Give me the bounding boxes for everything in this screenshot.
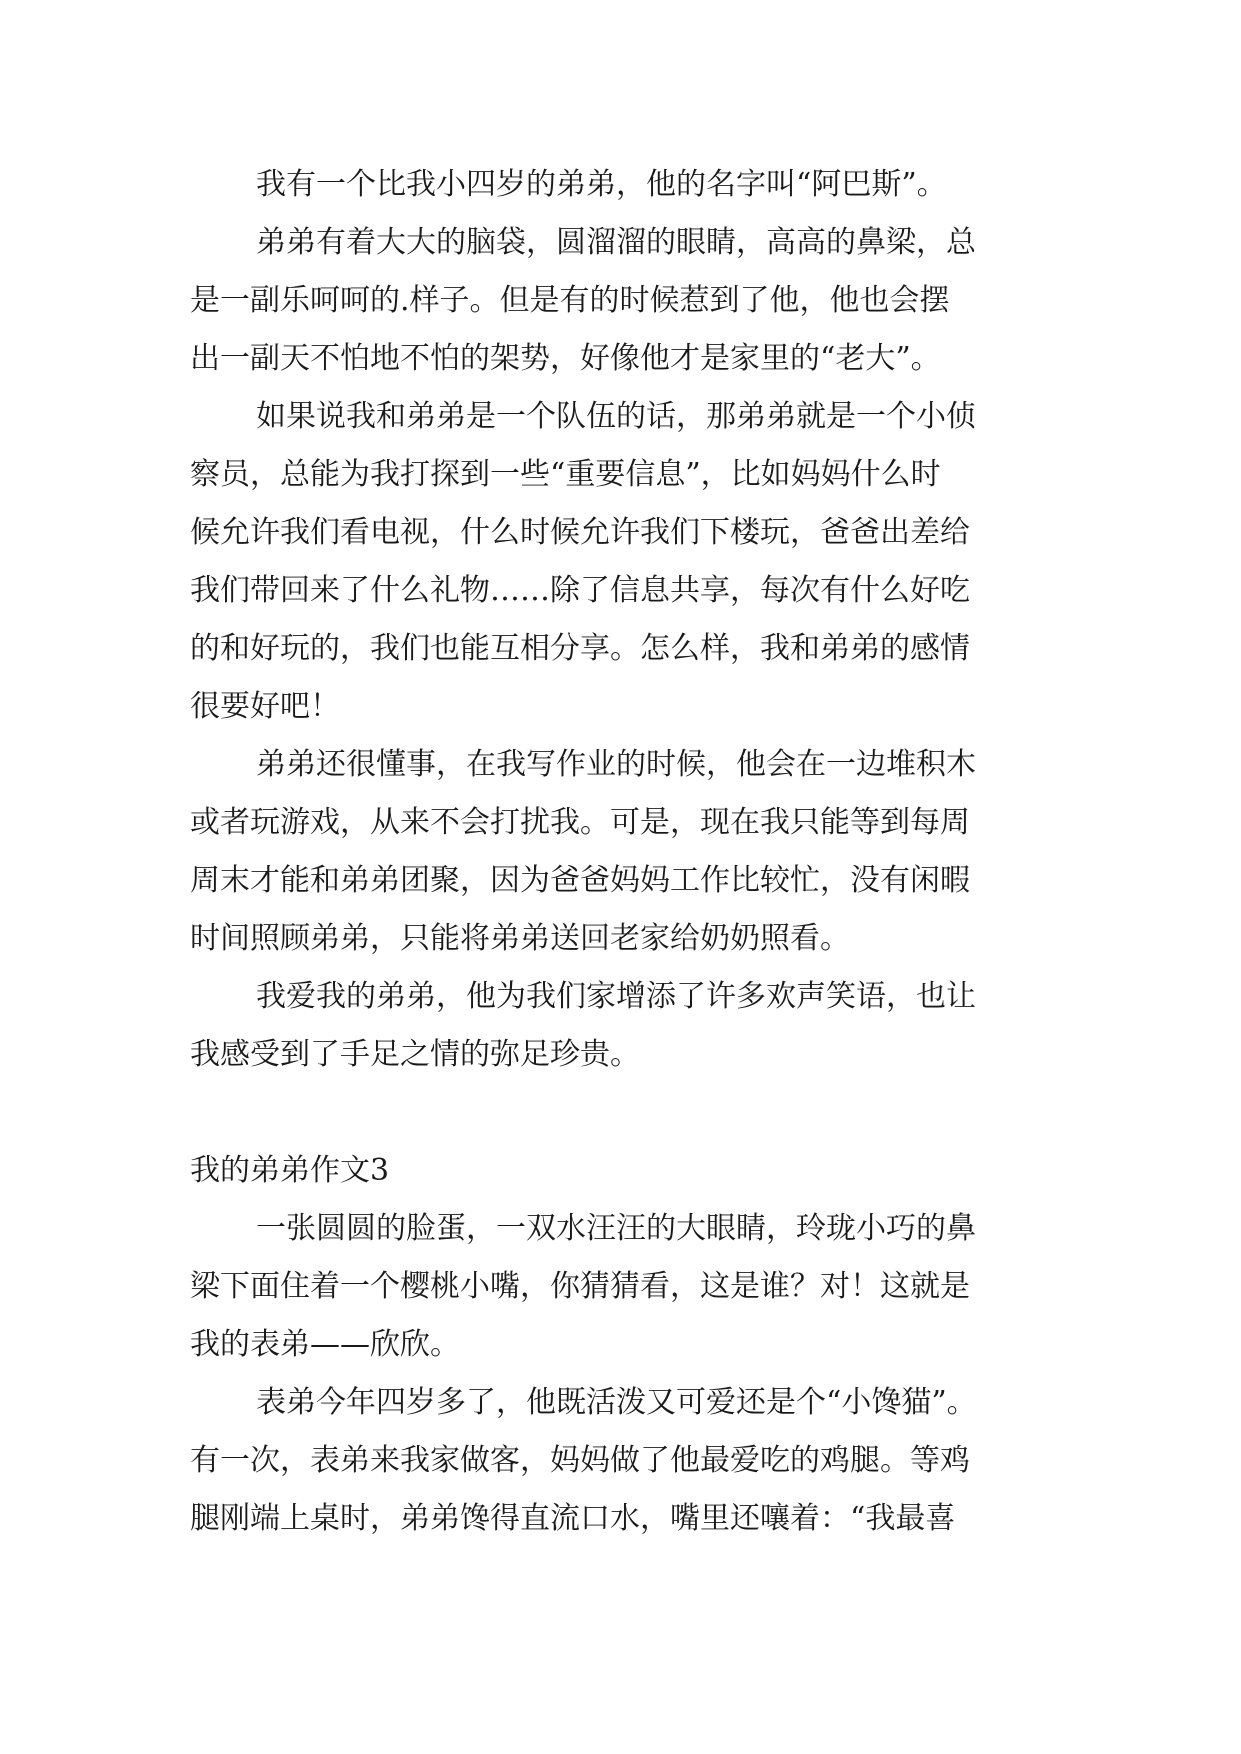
paragraph-line: 察员，总能为我打探到一些“重要信息”，比如妈妈什么时 [190,457,941,492]
essay-text [190,156,1060,1548]
paragraph-line: 有一次，表弟来我家做客，妈妈做了他最爱吃的鸡腿。等鸡 [190,1443,970,1478]
paragraph-line: 的和好玩的，我们也能互相分享。怎么样，我和弟弟的感情 [190,631,970,666]
paragraph-line: 周末才能和弟弟团聚，因为爸爸妈妈工作比较忙，没有闲暇 [190,863,970,898]
paragraph-line: 一张圆圆的脸蛋，一双水汪汪的大眼睛，玲珑小巧的鼻 [256,1211,976,1246]
paragraph-line: 腿刚端上桌时，弟弟馋得直流口水，嘴里还嚷着：“我最喜 [190,1501,956,1536]
paragraph-line: 我有一个比我小四岁的弟弟，他的名字叫“阿巴斯”。 [256,167,947,202]
paragraph-line: 是一副乐呵呵的.样子。但是有的时候惹到了他，他也会摆 [190,283,950,318]
paragraph-line: 时间照顾弟弟，只能将弟弟送回老家给奶奶照看。 [190,921,850,956]
paragraph-line: 我感受到了手足之情的弥足珍贵。 [190,1037,640,1072]
paragraph-line: 出一副天不怕地不怕的架势，好像他才是家里的“老大”。 [190,341,941,376]
blank-line [190,1084,1060,1142]
paragraph-line: 弟弟有着大大的脑袋，圆溜溜的眼睛，高高的鼻梁，总 [256,225,976,260]
paragraph-line: 我们带回来了什么礼物……除了信息共享，每次有什么好吃 [190,573,970,608]
paragraph-line: 候允许我们看电视，什么时候允许我们下楼玩，爸爸出差给 [190,515,970,550]
paragraph-line: 表弟今年四岁多了，他既活泼又可爱还是个“小馋猫”。 [256,1385,977,1420]
paragraph-line: 弟弟还很懂事，在我写作业的时候，他会在一边堆积木 [256,747,976,782]
paragraph-line: 很要好吧！ [190,689,340,724]
paragraph-line: 如果说我和弟弟是一个队伍的话，那弟弟就是一个小侦 [256,399,976,434]
paragraph-line: 我爱我的弟弟，他为我们家增添了许多欢声笑语，也让 [256,979,976,1014]
paragraph-line: 梁下面住着一个樱桃小嘴，你猜猜看，这是谁？对！这就是 [190,1269,970,1304]
paragraph-line: 我的表弟——欣欣。 [190,1327,460,1362]
section-heading: 我的弟弟作文3 [190,1153,390,1188]
paragraph-line: 或者玩游戏，从来不会打扰我。可是，现在我只能等到每周 [190,805,970,840]
